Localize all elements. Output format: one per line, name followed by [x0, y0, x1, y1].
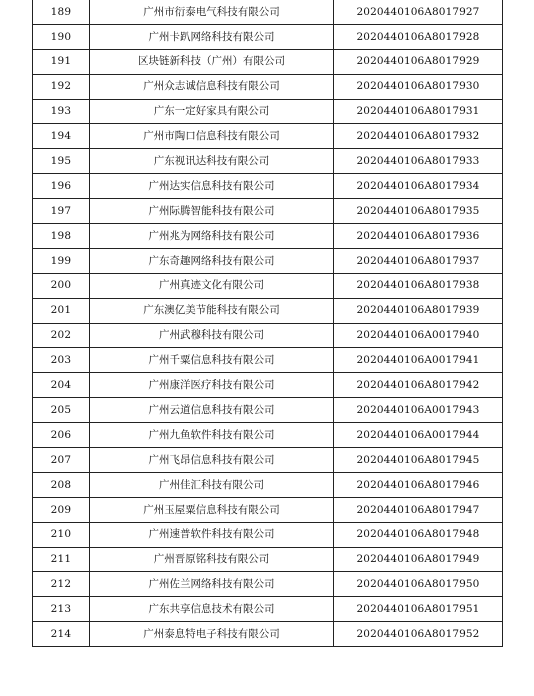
company-name: 广州武穆科技有限公司	[90, 323, 334, 348]
table-row	[33, 547, 503, 572]
row-number: 203	[33, 348, 90, 373]
table-row	[33, 472, 503, 497]
row-number: 212	[33, 572, 90, 597]
table-row	[33, 273, 503, 298]
registration-code: 2020440106A8017931	[334, 99, 503, 124]
row-number: 191	[33, 49, 90, 74]
table-row	[33, 373, 503, 398]
company-name: 广州晋原铭科技有限公司	[90, 547, 334, 572]
row-number: 205	[33, 398, 90, 423]
registration-code: 2020440106A0017941	[334, 348, 503, 373]
company-name: 广州九鱼软件科技有限公司	[90, 423, 334, 448]
registration-code: 2020440106A0017943	[334, 398, 503, 423]
row-number: 204	[33, 373, 90, 398]
row-number: 194	[33, 124, 90, 149]
table-row	[33, 174, 503, 199]
table-row	[33, 398, 503, 423]
table-row	[33, 248, 503, 273]
registration-code: 2020440106A8017928	[334, 24, 503, 49]
table-row	[33, 0, 503, 24]
row-number: 206	[33, 423, 90, 448]
row-number: 210	[33, 522, 90, 547]
table-row	[33, 448, 503, 473]
company-name: 广州真迹文化有限公司	[90, 273, 334, 298]
row-number: 200	[33, 273, 90, 298]
company-name: 广州兆为网络科技有限公司	[90, 224, 334, 249]
row-number: 213	[33, 597, 90, 622]
company-name: 广州飞昂信息科技有限公司	[90, 448, 334, 473]
registration-code: 2020440106A8017935	[334, 199, 503, 224]
row-number: 198	[33, 224, 90, 249]
registration-code: 2020440106A8017930	[334, 74, 503, 99]
company-name: 广州康洋医疗科技有限公司	[90, 373, 334, 398]
table-body	[33, 0, 503, 647]
table-row	[33, 149, 503, 174]
company-name: 广州市陶口信息科技有限公司	[90, 124, 334, 149]
table-row	[33, 124, 503, 149]
table-row	[33, 497, 503, 522]
company-name: 广东共享信息技术有限公司	[90, 597, 334, 622]
row-number: 195	[33, 149, 90, 174]
registration-code: 2020440106A8017929	[334, 49, 503, 74]
row-number: 208	[33, 472, 90, 497]
registration-code: 2020440106A8017934	[334, 174, 503, 199]
registration-code: 2020440106A8017936	[334, 224, 503, 249]
row-number: 189	[33, 0, 90, 24]
registration-code: 2020440106A8017932	[334, 124, 503, 149]
registration-code: 2020440106A0017944	[334, 423, 503, 448]
registration-code: 2020440106A8017938	[334, 273, 503, 298]
registration-code: 2020440106A8017946	[334, 472, 503, 497]
table-row	[33, 74, 503, 99]
row-number: 214	[33, 622, 90, 647]
table-row	[33, 298, 503, 323]
table-row	[33, 348, 503, 373]
company-name: 广州玉屋粟信息科技有限公司	[90, 497, 334, 522]
registration-code: 2020440106A8017948	[334, 522, 503, 547]
row-number: 193	[33, 99, 90, 124]
registration-code: 2020440106A8017927	[334, 0, 503, 24]
registration-code: 2020440106A8017942	[334, 373, 503, 398]
row-number: 196	[33, 174, 90, 199]
table-row	[33, 622, 503, 647]
row-number: 209	[33, 497, 90, 522]
company-name: 广东奇趣网络科技有限公司	[90, 248, 334, 273]
company-name: 广东视讯达科技有限公司	[90, 149, 334, 174]
row-number: 199	[33, 248, 90, 273]
row-number: 211	[33, 547, 90, 572]
company-name: 广东一定好家具有限公司	[90, 99, 334, 124]
company-name: 广东澳亿美节能科技有限公司	[90, 298, 334, 323]
company-name: 区块链新科技（广州）有限公司	[90, 49, 334, 74]
row-number: 197	[33, 199, 90, 224]
table-row	[33, 323, 503, 348]
registration-code: 2020440106A8017947	[334, 497, 503, 522]
registration-code: 2020440106A8017952	[334, 622, 503, 647]
table-row	[33, 199, 503, 224]
company-registry-table	[32, 0, 503, 647]
table-row	[33, 423, 503, 448]
company-name: 广州市衍泰电气科技有限公司	[90, 0, 334, 24]
table-row	[33, 49, 503, 74]
row-number: 202	[33, 323, 90, 348]
table-row	[33, 597, 503, 622]
registration-code: 2020440106A8017939	[334, 298, 503, 323]
registration-code: 2020440106A8017937	[334, 248, 503, 273]
table-row	[33, 24, 503, 49]
table-row	[33, 522, 503, 547]
company-name: 广州达实信息科技有限公司	[90, 174, 334, 199]
company-name: 广州速普软件科技有限公司	[90, 522, 334, 547]
table-row	[33, 224, 503, 249]
row-number: 192	[33, 74, 90, 99]
registration-code: 2020440106A8017950	[334, 572, 503, 597]
company-name: 广州众志诚信息科技有限公司	[90, 74, 334, 99]
company-name: 广州佐兰网络科技有限公司	[90, 572, 334, 597]
registration-code: 2020440106A8017949	[334, 547, 503, 572]
row-number: 207	[33, 448, 90, 473]
company-name: 广州卡趴网络科技有限公司	[90, 24, 334, 49]
registration-code: 2020440106A0017940	[334, 323, 503, 348]
company-name: 广州际腾智能科技有限公司	[90, 199, 334, 224]
company-name: 广州佳汇科技有限公司	[90, 472, 334, 497]
table-row	[33, 99, 503, 124]
registration-code: 2020440106A8017945	[334, 448, 503, 473]
company-name: 广州千粟信息科技有限公司	[90, 348, 334, 373]
row-number: 201	[33, 298, 90, 323]
registration-code: 2020440106A8017951	[334, 597, 503, 622]
company-name: 广州云道信息科技有限公司	[90, 398, 334, 423]
row-number: 190	[33, 24, 90, 49]
registration-code: 2020440106A8017933	[334, 149, 503, 174]
company-name: 广州泰息特电子科技有限公司	[90, 622, 334, 647]
table-row	[33, 572, 503, 597]
